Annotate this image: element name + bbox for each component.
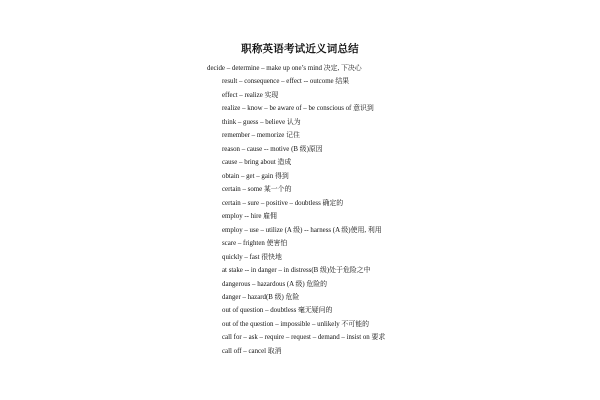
list-item: decide – determine – make up one’s mind 决定, 下决心 (207, 65, 362, 72)
list-item: call for – ask – require – request – demand – insist on 要求 (222, 334, 386, 342)
list-item: call off – cancel 取消 (222, 347, 282, 355)
synonym-list (0, 62, 600, 358)
list-item: quickly – fast 很快地 (222, 253, 282, 261)
list-item: reason – cause -- motive (B 级)原因 (222, 145, 323, 153)
list-item: certain – sure – positive – doubtless 确定的 (222, 199, 344, 207)
list-item: certain – some 某一个的 (222, 186, 292, 194)
list-item: obtain – get – gain 得到 (222, 172, 289, 180)
list-item: employ -- hire 雇佣 (222, 213, 277, 221)
list-item: danger – hazard(B 级) 危险 (222, 293, 300, 301)
list-item: think – guess – believe 认为 (222, 118, 301, 126)
list-item: at stake -- in danger – in distress(B 级)处于危险之中 (222, 267, 371, 275)
list-item: employ – use – utilize (A 级) -- harness (A 级)使用, 利用 (222, 226, 382, 234)
list-item: scare – frighten 使害怕 (222, 240, 288, 248)
page-title: 职称英语考试近义词总结 (241, 44, 359, 55)
list-item: remember – memorize 记住 (222, 132, 300, 140)
list-item: result – consequence – effect -- outcome 结果 (222, 78, 350, 86)
list-item: realize – know – be aware of – be conscious of 意识到 (222, 105, 374, 113)
list-item: dangerous – hazardous (A 级) 危险的 (222, 280, 328, 288)
list-item: cause – bring about 造成 (222, 159, 292, 167)
list-item: effect – realize 实现 (222, 91, 279, 99)
list-item: out of question – doubtless 毫无疑问的 (222, 307, 333, 315)
list-item: out of the question – impossible – unlikely 不可能的 (222, 320, 369, 328)
